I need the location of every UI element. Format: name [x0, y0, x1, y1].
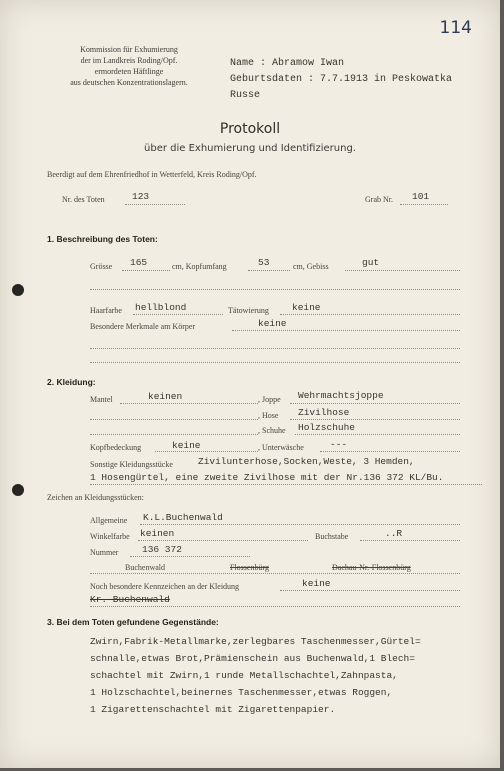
angle-label: Winkelfarbe	[90, 532, 130, 541]
document-title: Protokoll	[219, 121, 281, 137]
page-number: 114	[439, 18, 472, 38]
grave-value: 101	[412, 191, 430, 202]
angle-value: keinen	[140, 528, 175, 539]
size-value: 165	[130, 257, 148, 268]
dachau-label: Dachau-Nr.-Flossenbürg	[332, 563, 411, 572]
shoes-value: Holzschuhe	[298, 422, 356, 433]
teeth-value: gut	[362, 257, 380, 268]
found-items-line: schachtel mit Zwirn,1 runde Metallschachtel,Zahnpasta,	[90, 670, 398, 681]
other-clothing-line-2: 1 Hosengürtel, eine zweite Zivilhose mit der Nr.136 372 KL/Bu.	[90, 472, 444, 483]
letter-label: Buchstabe	[315, 532, 349, 541]
found-items-line: 1 Holzschachtel,beinernes Taschenmesser,etwas Roggen,	[90, 687, 393, 698]
head-value: 53	[258, 257, 270, 268]
headwear-value: keine	[172, 440, 201, 451]
trousers-label: , Hose	[258, 411, 279, 420]
marks-value: keine	[258, 318, 287, 329]
grave-label: Grab Nr.	[365, 195, 393, 204]
section-3-heading: 3. Bei dem Toten gefundene Gegenstände:	[47, 617, 219, 627]
struck-entry: Kr.-Buchenwald	[90, 594, 170, 605]
size-label: Grösse	[90, 262, 113, 271]
hair-label: Haarfarbe	[90, 306, 122, 315]
dead-no-value: 123	[132, 191, 150, 202]
dead-no-label: Nr. des Toten	[62, 195, 105, 204]
commission-line: Kommission für Exhumierung	[80, 45, 178, 54]
letter-value: ..R	[385, 528, 403, 539]
other-clothing-line-1: Zivilunterhose,Socken,Weste, 3 Hemden,	[198, 456, 415, 467]
jacket-value: Wehrmachtsjoppe	[298, 390, 384, 401]
further-label: Noch besondere Kennzeichen an der Kleidung	[90, 582, 240, 591]
commission-header	[40, 44, 218, 88]
birth-line: Geburtsdaten : 7.7.1913 in Peskowatka	[230, 74, 453, 85]
teeth-label: cm, Gebiss	[293, 262, 329, 271]
nationality: Russe	[230, 90, 261, 101]
found-items-line: schnalle,etwas Brot,Prämienschein aus Buchenwald,1 Blech=	[90, 653, 415, 664]
found-items-line: 1 Zigarettenschachtel mit Zigarettenpapier.	[90, 704, 336, 715]
shoes-label: , Schuhe	[258, 426, 286, 435]
further-value: keine	[302, 578, 331, 589]
name-line: Name : Abramow Iwan	[230, 58, 345, 69]
flossenburg-label: Flossenbürg	[230, 563, 269, 572]
number-label: Nummer	[90, 548, 119, 557]
general-label: Allgemeine	[90, 516, 128, 525]
found-items-line: Zwirn,Fabrik-Metallmarke,zerlegbares Taschenmesser,Gürtel=	[90, 636, 421, 647]
commission-line: ermordeten Häftlinge	[94, 67, 164, 76]
number-value: 136 372	[142, 544, 182, 555]
burial-line: Beerdigt auf dem Ehrenfriedhof in Wetterfeld, Kreis Roding/Opf.	[47, 170, 257, 179]
jacket-label: , Joppe	[258, 395, 281, 404]
coat-value: keinen	[148, 391, 183, 402]
punch-hole	[12, 484, 24, 496]
punch-hole	[12, 284, 24, 296]
section-1-heading: 1. Beschreibung des Toten:	[47, 234, 158, 244]
headwear-label: Kopfbedeckung	[90, 443, 142, 452]
found-items	[90, 633, 470, 718]
trousers-value: Zivilhose	[298, 407, 350, 418]
commission-line: der im Landkreis Roding/Opf.	[80, 56, 178, 65]
head-label: cm, Kopfumfang	[172, 262, 227, 271]
underwear-label: , Unterwäsche	[258, 443, 304, 452]
underwear-value: ---	[330, 439, 348, 450]
section-2-heading: 2. Kleidung:	[47, 377, 96, 387]
clothing-marks-label: Zeichen an Kleidungsstücken:	[47, 493, 144, 502]
marks-label: Besondere Merkmale am Körper	[90, 322, 196, 331]
tattoo-value: keine	[292, 302, 321, 313]
document-subtitle: über die Exhumierung und Identifizierung.	[144, 143, 356, 154]
hair-value: hellblond	[135, 302, 187, 313]
tattoo-label: Tätowierung	[228, 306, 269, 315]
coat-label: Mantel	[90, 395, 113, 404]
buchenwald-label: Buchenwald	[125, 563, 165, 572]
commission-line: aus deutschen Konzentrationslagern.	[70, 78, 188, 87]
person-block	[230, 56, 452, 104]
other-label: Sonstige Kleidungsstücke	[90, 460, 173, 469]
general-value: K.L.Buchenwald	[143, 512, 223, 523]
